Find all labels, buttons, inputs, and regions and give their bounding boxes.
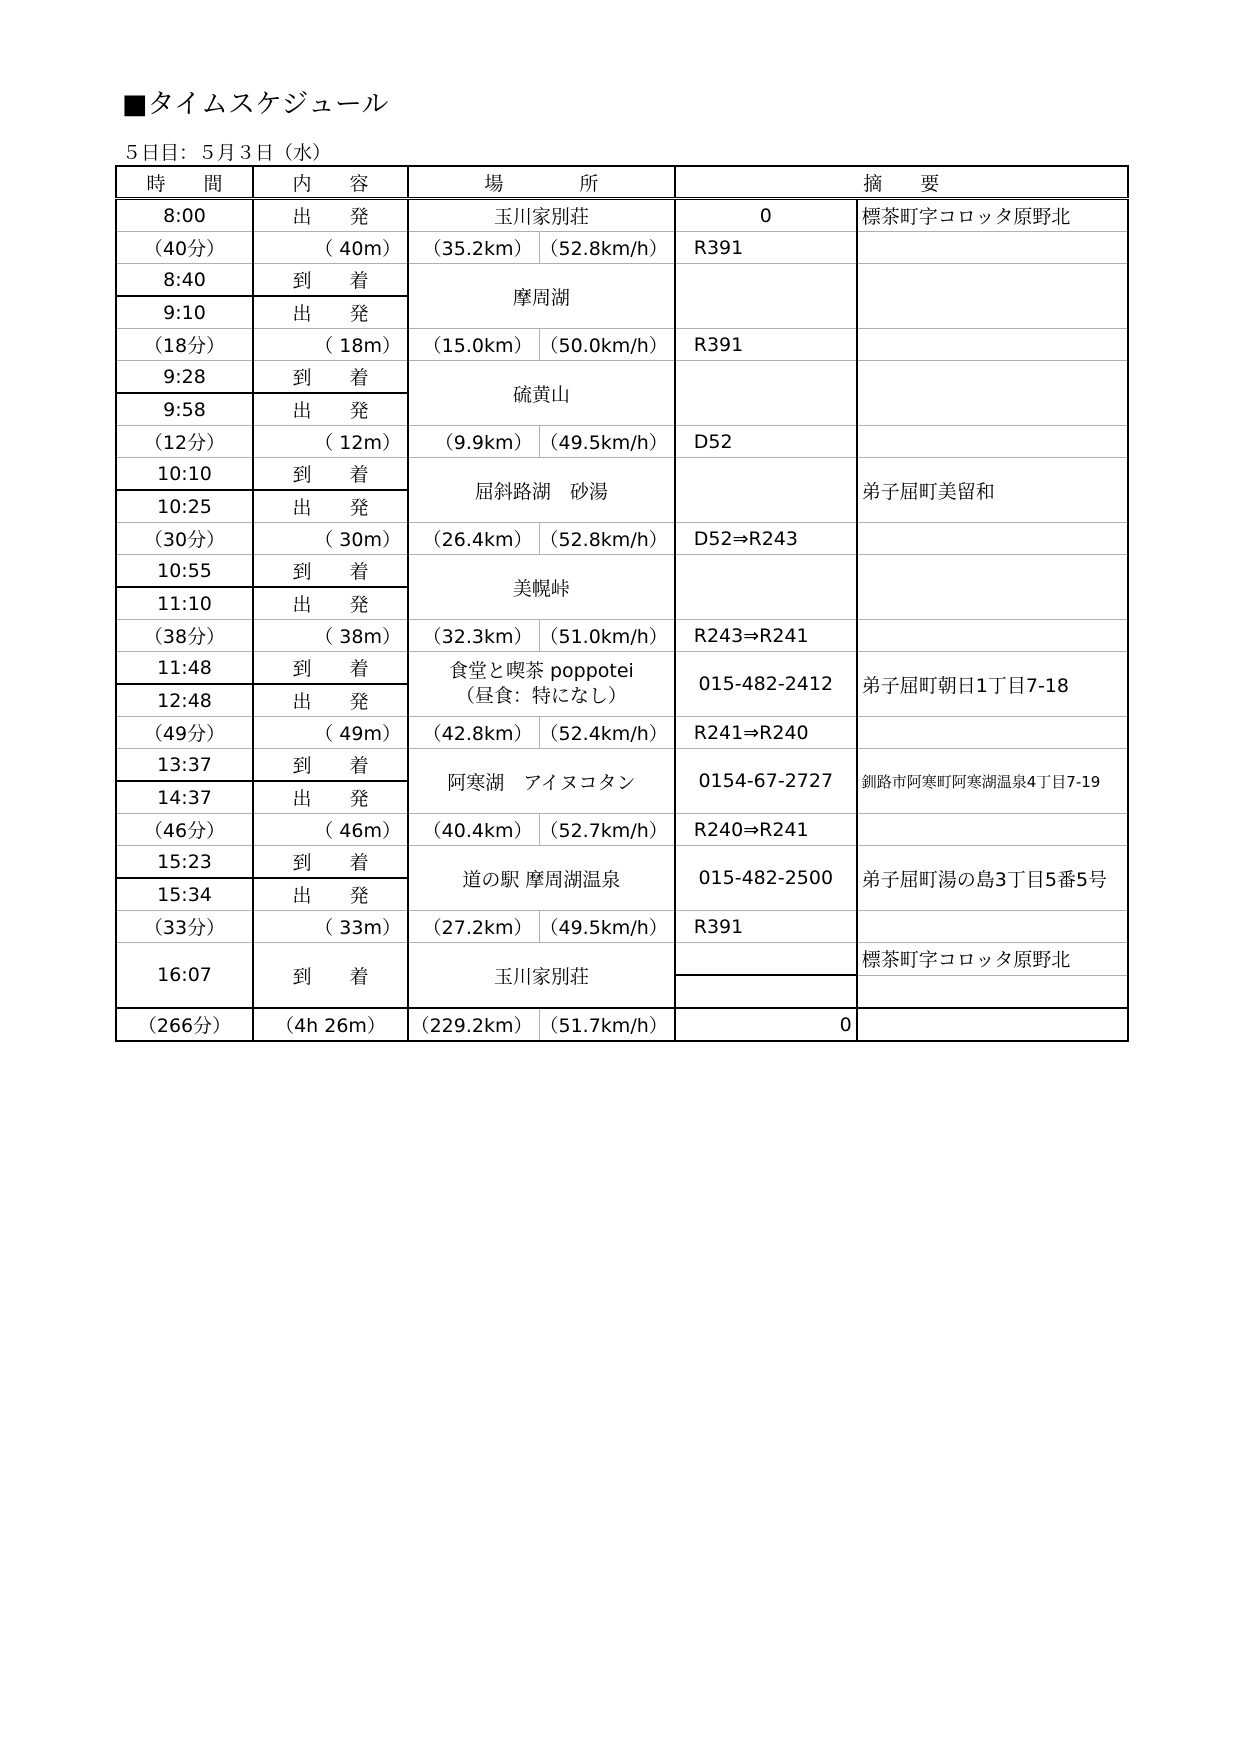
depart-time-cell: 14:37 [116,781,253,814]
arrive-time-cell: 15:23 [116,846,253,879]
depart-time-cell: 12:48 [116,684,253,717]
header-row [116,166,1128,199]
distance-cell: （35.2km） [408,232,539,264]
depart-action-cell: 出 発 [253,296,408,329]
address-cell: 標茶町字コロッタ原野北 [857,199,1128,232]
arrive-action-cell: 到 着 [253,555,408,588]
total-distance-cell: （229.2km） [408,1008,539,1041]
place-cell: 硫黄山 [408,361,675,426]
address-cell: 弟子屈町湯の島3丁目5番5号 [857,846,1128,911]
header-content: 内 容 [253,166,408,199]
speed-cell: （52.7km/h） [539,814,675,846]
contact-cell [675,264,857,329]
minutes-cell: （ 12m） [253,426,408,458]
contact-cell: 015-482-2500 [675,846,857,911]
route-cell: D52 [675,426,857,458]
table-row [116,717,1128,749]
minutes-cell: （ 18m） [253,329,408,361]
table-row [116,620,1128,652]
empty-cell [857,426,1128,458]
duration-cell: （18分） [116,329,253,361]
address-cell: 釧路市阿寒町阿寒湖温泉4丁目7-19 [857,749,1128,814]
distance-cell: （27.2km） [408,911,539,943]
speed-cell: （50.0km/h） [539,329,675,361]
depart-time-cell: 10:25 [116,490,253,523]
duration-cell: （30分） [116,523,253,555]
empty-cell [857,329,1128,361]
contact-cell: 015-482-2412 [675,652,857,717]
table-row [116,523,1128,555]
speed-cell: （52.8km/h） [539,232,675,264]
minutes-cell: （ 46m） [253,814,408,846]
depart-action-cell: 出 発 [253,781,408,814]
route-cell: D52⇒R243 [675,523,857,555]
address-cell: 弟子屈町美留和 [857,458,1128,523]
table-row [116,846,1128,879]
route-cell: R243⇒R241 [675,620,857,652]
action-cell: 出 発 [253,199,408,232]
distance-cell: （15.0km） [408,329,539,361]
total-duration-cell: （266分） [116,1008,253,1041]
total-hm-cell: （4h 26m） [253,1008,408,1041]
table-row [116,361,1128,394]
minutes-cell: （ 38m） [253,620,408,652]
depart-time-cell: 11:10 [116,587,253,620]
contact-cell [675,555,857,620]
speed-cell: （52.8km/h） [539,523,675,555]
arrive-time-cell: 10:55 [116,555,253,588]
table-row [116,329,1128,361]
table-row [116,264,1128,297]
depart-action-cell: 出 発 [253,684,408,717]
depart-time-cell: 15:34 [116,878,253,911]
empty-cell [857,1008,1128,1041]
duration-cell: （33分） [116,911,253,943]
arrive-action-cell: 到 着 [253,361,408,394]
table-row [116,199,1128,232]
place-cell [408,652,675,717]
minutes-cell: （ 40m） [253,232,408,264]
table-row [116,652,1128,685]
header-place: 場 所 [408,166,675,199]
table-row [116,814,1128,846]
table-row [116,232,1128,264]
place-name: 食堂と喫茶 poppotei [448,660,634,682]
speed-cell: （51.0km/h） [539,620,675,652]
day-label: ５日目：５月３日（水） [122,142,332,164]
action-cell: 到 着 [253,943,408,1009]
address-cell: 弟子屈町朝日1丁目7-18 [857,652,1128,717]
empty-cell [857,620,1128,652]
distance-cell: （26.4km） [408,523,539,555]
speed-cell: （49.5km/h） [539,426,675,458]
arrive-action-cell: 到 着 [253,264,408,297]
speed-cell: （52.4km/h） [539,717,675,749]
place-cell: 摩周湖 [408,264,675,329]
duration-cell: （49分） [116,717,253,749]
arrive-action-cell: 到 着 [253,652,408,685]
empty-cell [675,975,857,1008]
route-cell: R391 [675,911,857,943]
place-cell: 道の駅 摩周湖温泉 [408,846,675,911]
distance-cell: （9.9km） [408,426,539,458]
place-cell: 屈斜路湖 砂湯 [408,458,675,523]
address-cell [857,361,1128,426]
arrive-time-cell: 10:10 [116,458,253,491]
address-cell [857,555,1128,620]
empty-cell [857,814,1128,846]
arrive-action-cell: 到 着 [253,846,408,879]
table-row [116,911,1128,943]
depart-time-cell: 9:10 [116,296,253,329]
arrive-action-cell: 到 着 [253,458,408,491]
address-cell [857,264,1128,329]
arrive-action-cell: 到 着 [253,749,408,782]
empty-cell [857,523,1128,555]
place-cell: 玉川家別荘 [408,199,675,232]
empty-cell [857,975,1128,1008]
contact-cell [675,458,857,523]
depart-time-cell: 9:58 [116,393,253,426]
place-cell: 阿寒湖 アイヌコタン [408,749,675,814]
duration-cell: （12分） [116,426,253,458]
empty-cell [857,911,1128,943]
table-row [116,555,1128,588]
arrive-time-cell: 13:37 [116,749,253,782]
total-count-cell: 0 [675,1008,857,1041]
minutes-cell: （ 33m） [253,911,408,943]
distance-cell: （42.8km） [408,717,539,749]
depart-action-cell: 出 発 [253,587,408,620]
distance-cell: （40.4km） [408,814,539,846]
contact-cell [675,361,857,426]
table-row [116,458,1128,491]
minutes-cell: （ 49m） [253,717,408,749]
route-cell: R240⇒R241 [675,814,857,846]
route-cell: R391 [675,232,857,264]
total-row [116,1008,1128,1041]
page-title: ■タイムスケジュール [122,89,389,120]
arrive-time-cell: 9:28 [116,361,253,394]
route-cell: R241⇒R240 [675,717,857,749]
table-row [116,943,1128,976]
duration-cell: （38分） [116,620,253,652]
table-row [116,426,1128,458]
time-cell: 8:00 [116,199,253,232]
arrive-time-cell: 11:48 [116,652,253,685]
place-cell: 玉川家別荘 [408,943,675,1009]
contact-cell: 0 [675,199,857,232]
depart-action-cell: 出 発 [253,393,408,426]
distance-cell: （32.3km） [408,620,539,652]
table-row [116,749,1128,782]
depart-action-cell: 出 発 [253,878,408,911]
depart-action-cell: 出 発 [253,490,408,523]
duration-cell: （40分） [116,232,253,264]
address-cell: 標茶町字コロッタ原野北 [857,943,1128,976]
arrive-time-cell: 8:40 [116,264,253,297]
place-note: （昼食：特になし） [455,685,627,707]
header-summary: 摘 要 [675,166,1128,199]
contact-cell: 0154-67-2727 [675,749,857,814]
place-cell: 美幌峠 [408,555,675,620]
speed-cell: （49.5km/h） [539,911,675,943]
empty-cell [675,943,857,976]
duration-cell: （46分） [116,814,253,846]
schedule-table [115,165,1129,1042]
time-cell: 16:07 [116,943,253,1009]
total-speed-cell: （51.7km/h） [539,1008,675,1041]
route-cell: R391 [675,329,857,361]
minutes-cell: （ 30m） [253,523,408,555]
header-time: 時 間 [116,166,253,199]
empty-cell [857,717,1128,749]
empty-cell [857,232,1128,264]
